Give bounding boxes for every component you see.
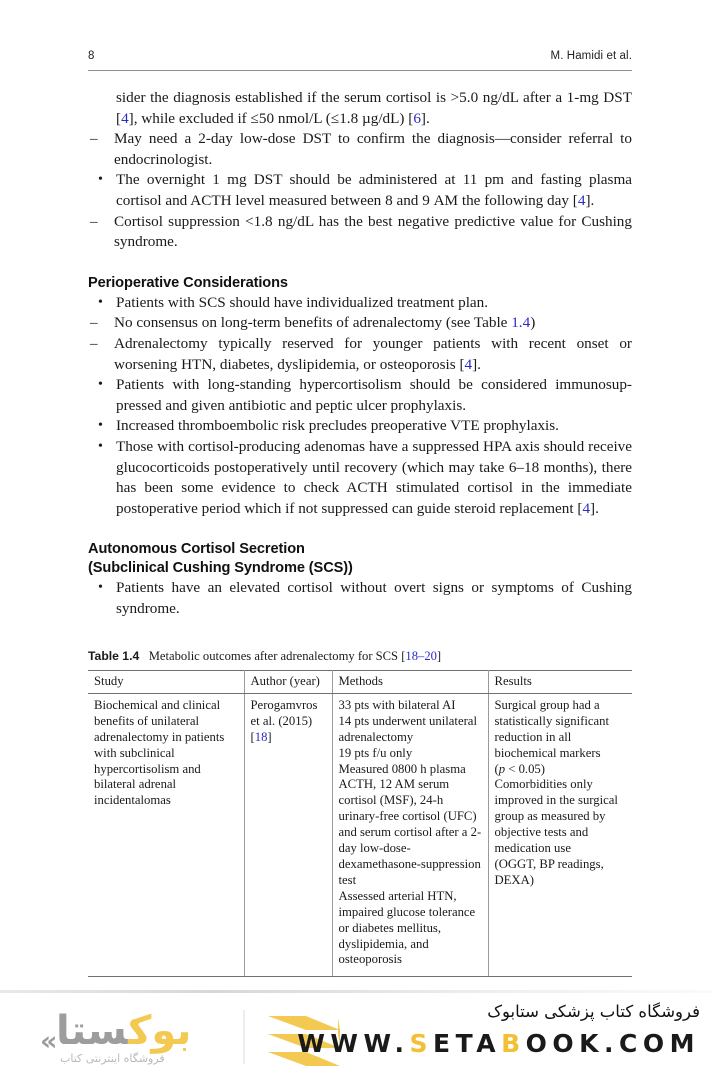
- url-prefix: WWW.: [297, 1029, 410, 1058]
- bullet-list-perioperative-1: [88, 293, 632, 314]
- dash-bullet-icon: –: [90, 130, 98, 148]
- bullet-dot-icon: •: [98, 438, 103, 454]
- list-item-text: Patients have an elevated cortisol without overt signs or symptoms of Cushing syndrome.: [116, 579, 632, 617]
- sub-bullet-list-1: [88, 129, 632, 170]
- results-line: Surgical group had a statistically significant reduction in all biochemical markers: [494, 697, 610, 760]
- list-item: [88, 437, 632, 519]
- logo-subtitle: فروشگاه اینترنتی کتاب: [60, 1052, 165, 1065]
- table-caption-close: ]: [436, 649, 442, 663]
- chevron-left-icon: «: [40, 1026, 58, 1057]
- bullet-list-intro: [88, 170, 632, 211]
- citation-link[interactable]: 4: [577, 191, 586, 209]
- cell-results: [488, 693, 632, 976]
- table-header-row: [88, 671, 632, 694]
- cell-methods: [332, 693, 488, 976]
- citation-link[interactable]: 4: [121, 109, 129, 127]
- logo-wordmark: [56, 1008, 191, 1054]
- cell-author: [244, 693, 332, 976]
- column-header-results: Results: [488, 671, 632, 694]
- results-line: Comorbidities only improved in the surgical group as measured by objective tests and medication use: [494, 777, 618, 856]
- citation-link[interactable]: 6: [413, 109, 421, 127]
- bullet-dot-icon: •: [98, 418, 103, 434]
- continuation-paragraph: sider the diagnosis established if the serum cortisol is >5.0 ng/dL after a 1-mg DST [4], while excluded if ≤50 nmol/L (≤1.8 µg/dL) [6].: [116, 89, 632, 127]
- table-crossref-link[interactable]: 1.4: [511, 314, 531, 332]
- list-item-text: Increased thromboembolic risk precludes preoperative VTE prophylaxis.: [116, 417, 559, 435]
- sub-bullet-list-perioperative: [88, 313, 632, 375]
- p-symbol: p: [498, 761, 506, 776]
- list-item-text: Patients with long-standing hypercortisolism should be considered immunosup-pressed and given antibiotic and peptic ulcer prophylaxis.: [116, 376, 632, 414]
- section-heading-autonomous-line1: Autonomous Cortisol Secretion: [88, 541, 305, 558]
- list-item: [88, 313, 632, 334]
- section-heading-autonomous-line2: (Subclinical Cushing Syndrome (SCS)): [88, 560, 353, 577]
- list-item-text: Patients with SCS should have individualized treatment plan.: [116, 293, 489, 311]
- setabook-watermark-banner: [0, 990, 712, 1079]
- persian-tagline: فروشگاه کتاب پزشکی ستابوک: [487, 1002, 700, 1021]
- list-item-text: [114, 314, 535, 331]
- bullet-dot-icon: •: [98, 294, 103, 310]
- cell-study: Biochemical and clinical benefits of unilateral adrenalectomy in patients with subclinical hypercortisolism and bilateral adrenal incidentalomas: [88, 693, 244, 976]
- list-item: [88, 416, 632, 437]
- table-header: [88, 671, 632, 694]
- table-caption: [88, 648, 632, 664]
- list-item-text: Adrenalectomy typically reserved for younger patients with recent onset or worsening HTN, diabetes, dyslipidemia, or osteoporosis [4].: [114, 334, 632, 373]
- logo-word-gold: بوک: [128, 1008, 192, 1054]
- page-body: [88, 88, 632, 619]
- list-item: [88, 170, 632, 211]
- dash-bullet-icon: –: [90, 314, 98, 332]
- metabolic-outcomes-table: [88, 670, 632, 977]
- dash-bullet-icon: –: [90, 334, 98, 352]
- methods-line: Measured 0800 h plasma ACTH, 12 AM serum cortisol (MSF), 24-h urinary-free cortisol (UFC) and serum cortisol after a 2-day low-dose-dexamethasone-suppression test: [338, 761, 482, 887]
- list-item-text: Cortisol suppression <1.8 ng/dL has the best negative predictive value for Cushing syndrome.: [114, 212, 632, 251]
- list-item-text: May need a 2-day low-dose DST to confirm the diagnosis—consider referral to endocrinologist.: [114, 130, 632, 168]
- bullet-dot-icon: •: [98, 580, 103, 596]
- table-block: [88, 648, 632, 977]
- banner-text-block: [297, 1000, 700, 1058]
- list-item: [88, 212, 632, 253]
- dash-bullet-icon: –: [90, 212, 98, 230]
- website-url[interactable]: [297, 1029, 700, 1058]
- methods-line: 33 pts with bilateral AI: [338, 697, 456, 712]
- table-caption-text: Metabolic outcomes after adrenalectomy for SCS [: [148, 649, 406, 663]
- list-item: [88, 334, 632, 375]
- running-head: [88, 50, 632, 62]
- spacer: [88, 253, 632, 274]
- url-eta: ETA: [433, 1029, 502, 1058]
- page-number: 8: [88, 50, 95, 62]
- url-highlight-b: B: [501, 1029, 526, 1058]
- citation-link[interactable]: 4: [464, 355, 473, 373]
- list-item: [88, 293, 632, 314]
- citation-link[interactable]: 18: [254, 729, 268, 744]
- citation-link[interactable]: 18–20: [405, 649, 437, 663]
- citation-link[interactable]: 4: [582, 499, 591, 517]
- table-body: [88, 693, 632, 976]
- banner-divider: [0, 990, 712, 993]
- column-header-author: Author (year): [244, 671, 332, 694]
- results-line-pvalue: (p < 0.05): [494, 761, 546, 776]
- bullet-list-autonomous: [88, 578, 632, 619]
- bullet-list-perioperative-2: [88, 375, 632, 519]
- list-item-text: The overnight 1 mg DST should be administered at 11 pm and fasting plasma cortisol and ACTH level measured between 8 and 9 AM the following day [4].: [116, 171, 632, 209]
- list-item-text: Those with cortisol-producing adenomas have a suppressed HPA axis should receive glucocorticoids postoperatively until recovery (which may take 6–18 months), there has been some evidence to check ACTH stimulated cortisol in the immediate postoperative period which if not suppressed can guide steroid replacement [4].: [116, 437, 632, 517]
- logo-divider: [243, 1010, 245, 1064]
- url-suffix: OOK.COM: [525, 1029, 700, 1058]
- methods-line: 14 pts underwent unilateral adrenalectomy: [338, 713, 477, 744]
- cell-author-citation: [18]: [250, 729, 272, 744]
- section-heading-perioperative: Perioperative Considerations: [88, 274, 288, 291]
- methods-line: Assessed arterial HTN, impaired glucose tolerance or diabetes mellitus, dyslipidemia, and osteoporosis: [338, 888, 476, 967]
- sub-bullet-list-2: [88, 212, 632, 253]
- url-highlight-s: S: [409, 1029, 434, 1058]
- logo-word-gray: ستا: [56, 1008, 129, 1054]
- bullet-dot-icon: •: [98, 172, 103, 188]
- bullet-dot-icon: •: [98, 377, 103, 393]
- cell-author-name: Perogamvros et al. (2015): [250, 697, 318, 728]
- list-item: [88, 375, 632, 416]
- list-item: [88, 129, 632, 170]
- list-item-text-pre: No consensus on long-term benefits of adrenalectomy (see Table: [114, 314, 512, 332]
- methods-line: 19 pts f/u only: [338, 745, 413, 760]
- results-line: (OGGT, BP readings, DEXA): [494, 856, 604, 887]
- header-divider: [88, 70, 632, 71]
- list-item: [88, 578, 632, 619]
- column-header-study: Study: [88, 671, 244, 694]
- table-row: [88, 693, 632, 976]
- table-caption-number: Table 1.4: [88, 649, 140, 663]
- column-header-methods: Methods: [332, 671, 488, 694]
- list-item-text-post: ): [530, 314, 536, 332]
- running-head-authors: M. Hamidi et al.: [550, 50, 632, 62]
- p-value-rest: < 0.05): [505, 761, 546, 776]
- spacer: [88, 519, 632, 540]
